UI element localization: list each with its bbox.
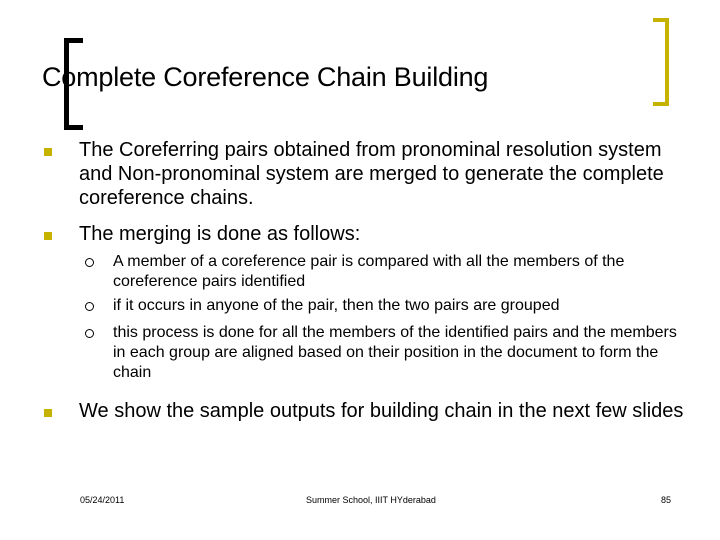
title-bracket-right [653, 18, 669, 106]
bullet-item: We show the sample outputs for building chain in the next few slides [79, 400, 684, 422]
footer-event: Summer School, IIIT HYderabad [306, 495, 436, 505]
bullet-item: The Coreferring pairs obtained from pronominal resolution system and Non-pronominal system are merged to generate the complete coreference chains. [79, 139, 664, 209]
footer-page-number: 85 [661, 495, 672, 505]
sub-bullet-item: if it occurs in anyone of the pair, then the two pairs are grouped [113, 297, 560, 314]
square-bullet-icon [44, 232, 52, 240]
sub-bullet-item: A member of a coreference pair is compared with all the members of the coreference pairs identified [113, 253, 625, 290]
ring-bullet-icon [85, 302, 94, 311]
bullet-item: The merging is done as follows: [79, 223, 361, 245]
footer-date: 05/24/2011 [80, 495, 125, 505]
ring-bullet-icon [85, 329, 94, 338]
slide-title: Complete Coreference Chain Building [42, 62, 489, 92]
ring-bullet-icon [85, 258, 94, 267]
square-bullet-icon [44, 409, 52, 417]
sub-bullet-item: this process is done for all the members of the identified pairs and the members in each group are aligned based on their position in the document to form the chain [113, 324, 677, 381]
square-bullet-icon [44, 148, 52, 156]
